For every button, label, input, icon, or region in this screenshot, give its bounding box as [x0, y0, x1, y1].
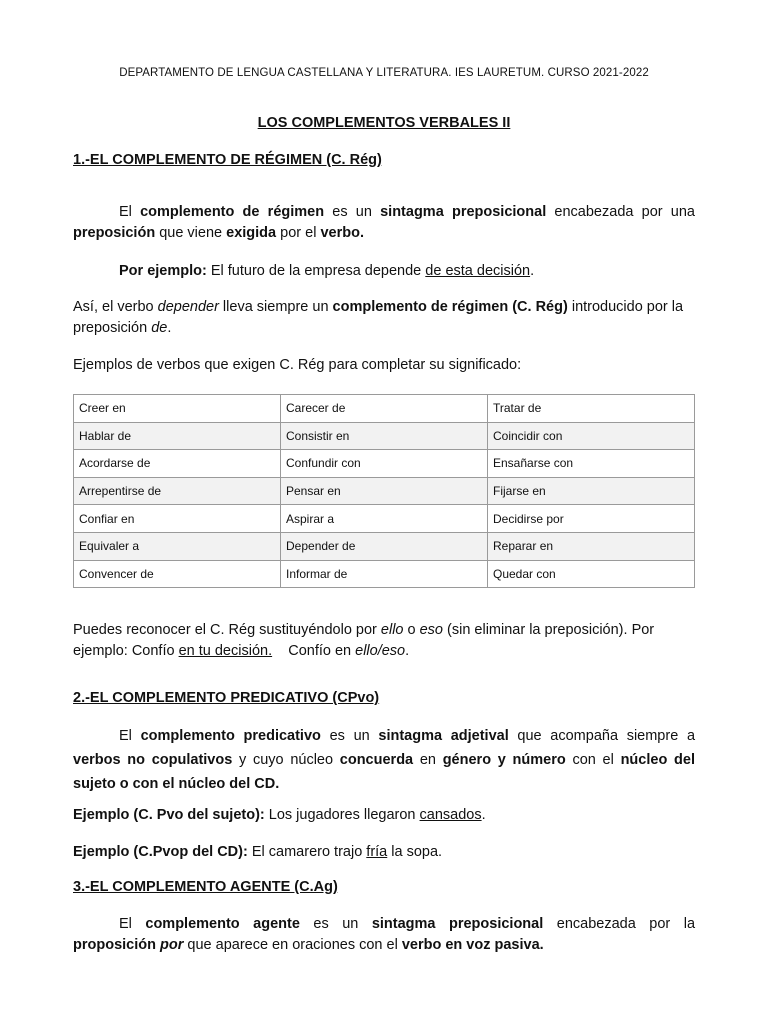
table-cell: Confiar en [74, 505, 281, 533]
table-cell: Informar de [281, 560, 488, 588]
table-row [74, 532, 695, 560]
document-title: LOS COMPLEMENTOS VERBALES II [257, 115, 511, 131]
table-row [74, 505, 695, 533]
table-cell: Quedar con [488, 560, 695, 588]
table-cell: Hablar de [74, 422, 281, 450]
table-cell: Pensar en [281, 477, 488, 505]
table-cell: Decidirse por [488, 505, 695, 533]
table-cell: Carecer de [281, 395, 488, 423]
table-cell: Equivaler a [74, 532, 281, 560]
section-heading-regimen: 1.-EL COMPLEMENTO DE RÉGIMEN (C. Rég) [73, 152, 382, 168]
table-cell: Confundir con [281, 450, 488, 478]
table-row [74, 477, 695, 505]
table-cell: Reparar en [488, 532, 695, 560]
paragraph-regimen-recognize: Puedes reconocer el C. Rég sustituyéndolo por ello o eso (sin eliminar la preposición). Por ejemplo: Confío en tu decisión. Confío en ello/eso. [73, 622, 655, 659]
table-cell: Depender de [281, 532, 488, 560]
paragraph-regimen-example: Por ejemplo: El futuro de la empresa depende de esta decisión. [119, 263, 535, 279]
table-cell: Aspirar a [281, 505, 488, 533]
table-cell: Tratar de [488, 395, 695, 423]
table-cell: Convencer de [74, 560, 281, 588]
paragraph-predicativo-example-cd: Ejemplo (C.Pvop del CD): El camarero trajo fría la sopa. [73, 844, 443, 860]
paragraph-predicativo-definition: El complemento predicativo es un sintagma adjetival que acompaña siempre a verbos no copulativos y cuyo núcleo concuerda en género y número con el núcleo del sujeto o con el núcleo del CD. [73, 728, 696, 792]
verbs-table [73, 394, 695, 588]
paragraph-predicativo-example-subject: Ejemplo (C. Pvo del sujeto): Los jugadores llegaron cansados. [73, 807, 486, 823]
table-row [74, 450, 695, 478]
table-cell: Ensañarse con [488, 450, 695, 478]
paragraph-agente-definition: El complemento agente es un sintagma preposicional encabezada por la proposición por que aparece en oraciones con el verbo en voz pasiva. [73, 916, 696, 953]
table-row [74, 560, 695, 588]
paragraph-regimen-explanation: Así, el verbo depender lleva siempre un complemento de régimen (C. Rég) introducido por la preposición de. [73, 299, 684, 336]
section-heading-predicativo: 2.-EL COMPLEMENTO PREDICATIVO (CPvo) [73, 690, 380, 706]
table-cell: Arrepentirse de [74, 477, 281, 505]
paragraph-table-intro: Ejemplos de verbos que exigen C. Rég para completar su significado: [73, 357, 522, 373]
table-row [74, 422, 695, 450]
table-cell: Creer en [74, 395, 281, 423]
table-cell: Coincidir con [488, 422, 695, 450]
table-cell: Fijarse en [488, 477, 695, 505]
section-heading-agente: 3.-EL COMPLEMENTO AGENTE (C.Ag) [73, 879, 338, 895]
table-cell: Consistir en [281, 422, 488, 450]
table-cell: Acordarse de [74, 450, 281, 478]
page-header: DEPARTAMENTO DE LENGUA CASTELLANA Y LITERATURA. IES LAURETUM. CURSO 2021-2022 [119, 67, 649, 79]
paragraph-regimen-definition: El complemento de régimen es un sintagma preposicional encabezada por una preposición que viene exigida por el verbo. [73, 204, 695, 241]
table-row [74, 395, 695, 423]
